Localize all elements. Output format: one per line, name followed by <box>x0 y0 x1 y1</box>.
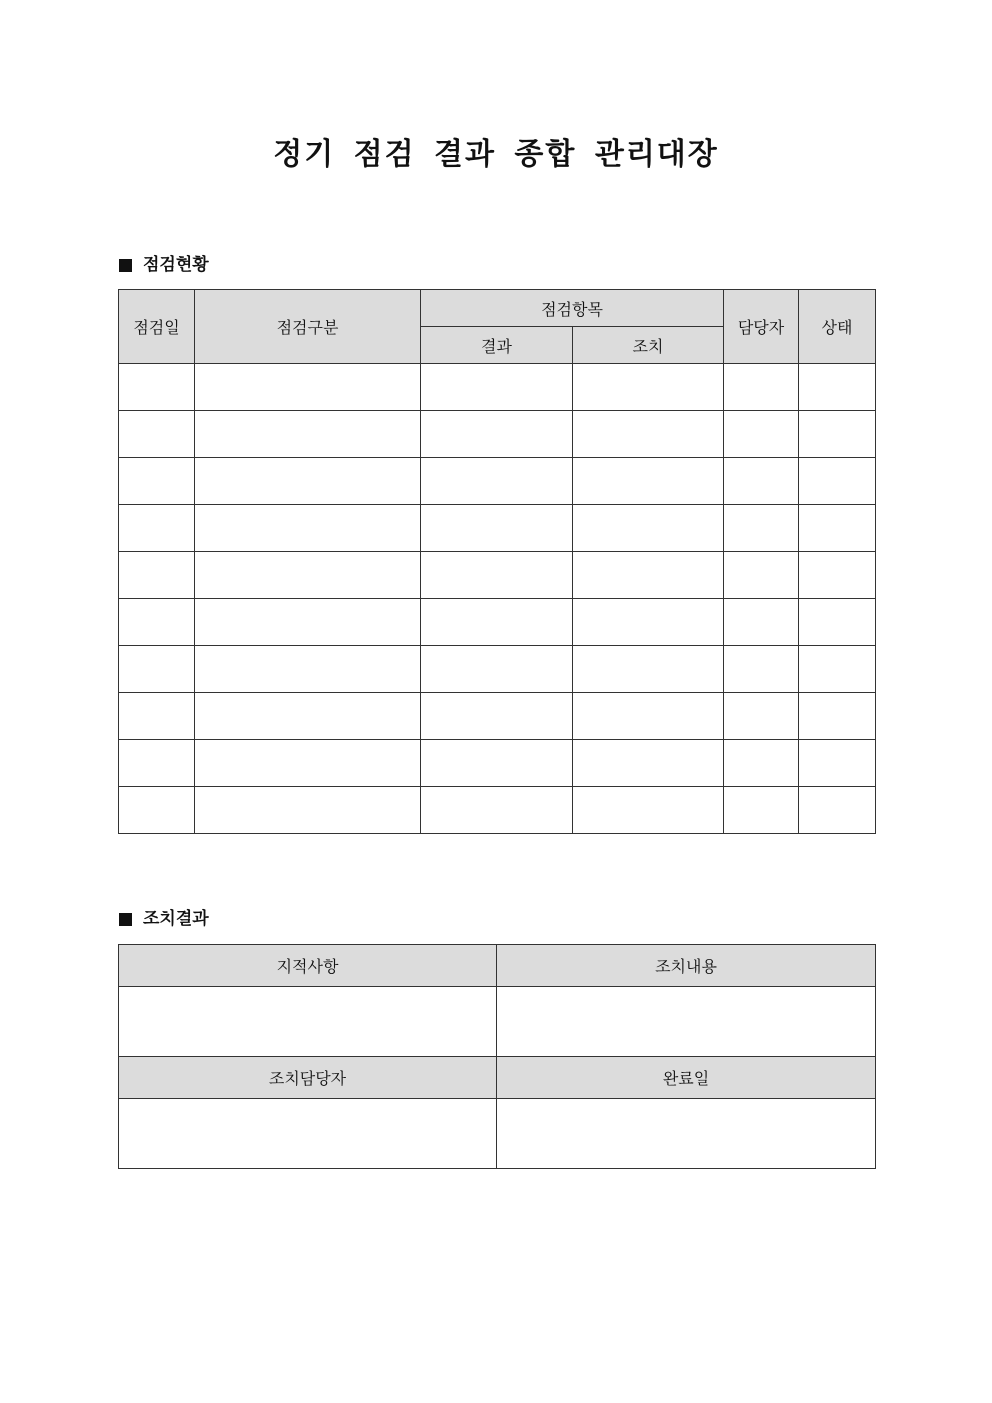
cell-state[interactable] <box>799 411 876 458</box>
cell-action[interactable] <box>573 787 724 834</box>
cell-state[interactable] <box>799 646 876 693</box>
cell-result[interactable] <box>421 458 573 505</box>
cell-manager[interactable] <box>724 693 799 740</box>
header-inspection-items: 점검항목 <box>421 290 724 327</box>
square-bullet-icon <box>119 259 132 272</box>
cell-manager[interactable] <box>724 505 799 552</box>
cell-date[interactable] <box>119 552 195 599</box>
cell-category[interactable] <box>195 599 421 646</box>
cell-result[interactable] <box>421 740 573 787</box>
cell-date[interactable] <box>119 411 195 458</box>
table-row <box>119 364 876 411</box>
cell-result[interactable] <box>421 646 573 693</box>
section-heading-action-result-label: 조치결과 <box>143 909 209 929</box>
section-heading-status-label: 점검현황 <box>143 255 209 275</box>
cell-category[interactable] <box>195 646 421 693</box>
table-row <box>119 552 876 599</box>
section-heading-action-result <box>119 906 209 932</box>
cell-action[interactable] <box>573 646 724 693</box>
header-manager: 담당자 <box>724 290 799 364</box>
cell-category[interactable] <box>195 552 421 599</box>
cell-state[interactable] <box>799 693 876 740</box>
cell-state[interactable] <box>799 740 876 787</box>
action-result-table <box>118 944 876 1169</box>
cell-action[interactable] <box>573 740 724 787</box>
cell-manager[interactable] <box>724 411 799 458</box>
cell-date[interactable] <box>119 599 195 646</box>
cell-manager[interactable] <box>724 646 799 693</box>
cell-date[interactable] <box>119 740 195 787</box>
square-bullet-icon <box>119 913 132 926</box>
cell-manager[interactable] <box>724 787 799 834</box>
cell-action[interactable] <box>573 552 724 599</box>
table-row <box>119 458 876 505</box>
cell-category[interactable] <box>195 787 421 834</box>
table-row <box>119 599 876 646</box>
cell-category[interactable] <box>195 458 421 505</box>
cell-result[interactable] <box>421 505 573 552</box>
header-completion-date: 완료일 <box>497 1057 876 1099</box>
cell-result[interactable] <box>421 787 573 834</box>
inspection-status-table <box>118 289 876 834</box>
cell-action[interactable] <box>573 364 724 411</box>
header-inspection-date: 점검일 <box>119 290 195 364</box>
header-items-action: 조치 <box>573 327 724 364</box>
cell-action[interactable] <box>573 458 724 505</box>
cell-manager[interactable] <box>724 364 799 411</box>
cell-category[interactable] <box>195 505 421 552</box>
action-details-cell[interactable] <box>497 987 876 1057</box>
cell-state[interactable] <box>799 552 876 599</box>
table-row <box>119 411 876 458</box>
cell-manager[interactable] <box>724 740 799 787</box>
section-heading-status <box>119 252 209 278</box>
table-row <box>119 646 876 693</box>
table-row <box>119 693 876 740</box>
cell-result[interactable] <box>421 552 573 599</box>
table-row <box>119 740 876 787</box>
cell-state[interactable] <box>799 364 876 411</box>
cell-category[interactable] <box>195 411 421 458</box>
cell-action[interactable] <box>573 411 724 458</box>
cell-action[interactable] <box>573 505 724 552</box>
cell-manager[interactable] <box>724 599 799 646</box>
cell-manager[interactable] <box>724 552 799 599</box>
cell-action[interactable] <box>573 693 724 740</box>
findings-cell[interactable] <box>119 987 497 1057</box>
cell-state[interactable] <box>799 787 876 834</box>
completion-date-cell[interactable] <box>497 1099 876 1169</box>
cell-date[interactable] <box>119 787 195 834</box>
cell-date[interactable] <box>119 505 195 552</box>
table-row <box>119 505 876 552</box>
cell-date[interactable] <box>119 646 195 693</box>
cell-state[interactable] <box>799 599 876 646</box>
header-state: 상태 <box>799 290 876 364</box>
cell-category[interactable] <box>195 364 421 411</box>
cell-result[interactable] <box>421 599 573 646</box>
cell-category[interactable] <box>195 693 421 740</box>
header-inspection-category: 점검구분 <box>195 290 421 364</box>
table-row <box>119 787 876 834</box>
cell-date[interactable] <box>119 458 195 505</box>
cell-state[interactable] <box>799 458 876 505</box>
cell-category[interactable] <box>195 740 421 787</box>
header-action-details: 조치내용 <box>497 945 876 987</box>
document-title: 정기 점검 결과 종합 관리대장 <box>273 137 719 172</box>
cell-result[interactable] <box>421 364 573 411</box>
cell-state[interactable] <box>799 505 876 552</box>
cell-action[interactable] <box>573 599 724 646</box>
header-items-result: 결과 <box>421 327 573 364</box>
cell-date[interactable] <box>119 693 195 740</box>
cell-manager[interactable] <box>724 458 799 505</box>
header-action-manager: 조치담당자 <box>119 1057 497 1099</box>
cell-result[interactable] <box>421 693 573 740</box>
action-manager-cell[interactable] <box>119 1099 497 1169</box>
cell-date[interactable] <box>119 364 195 411</box>
header-findings: 지적사항 <box>119 945 497 987</box>
cell-result[interactable] <box>421 411 573 458</box>
